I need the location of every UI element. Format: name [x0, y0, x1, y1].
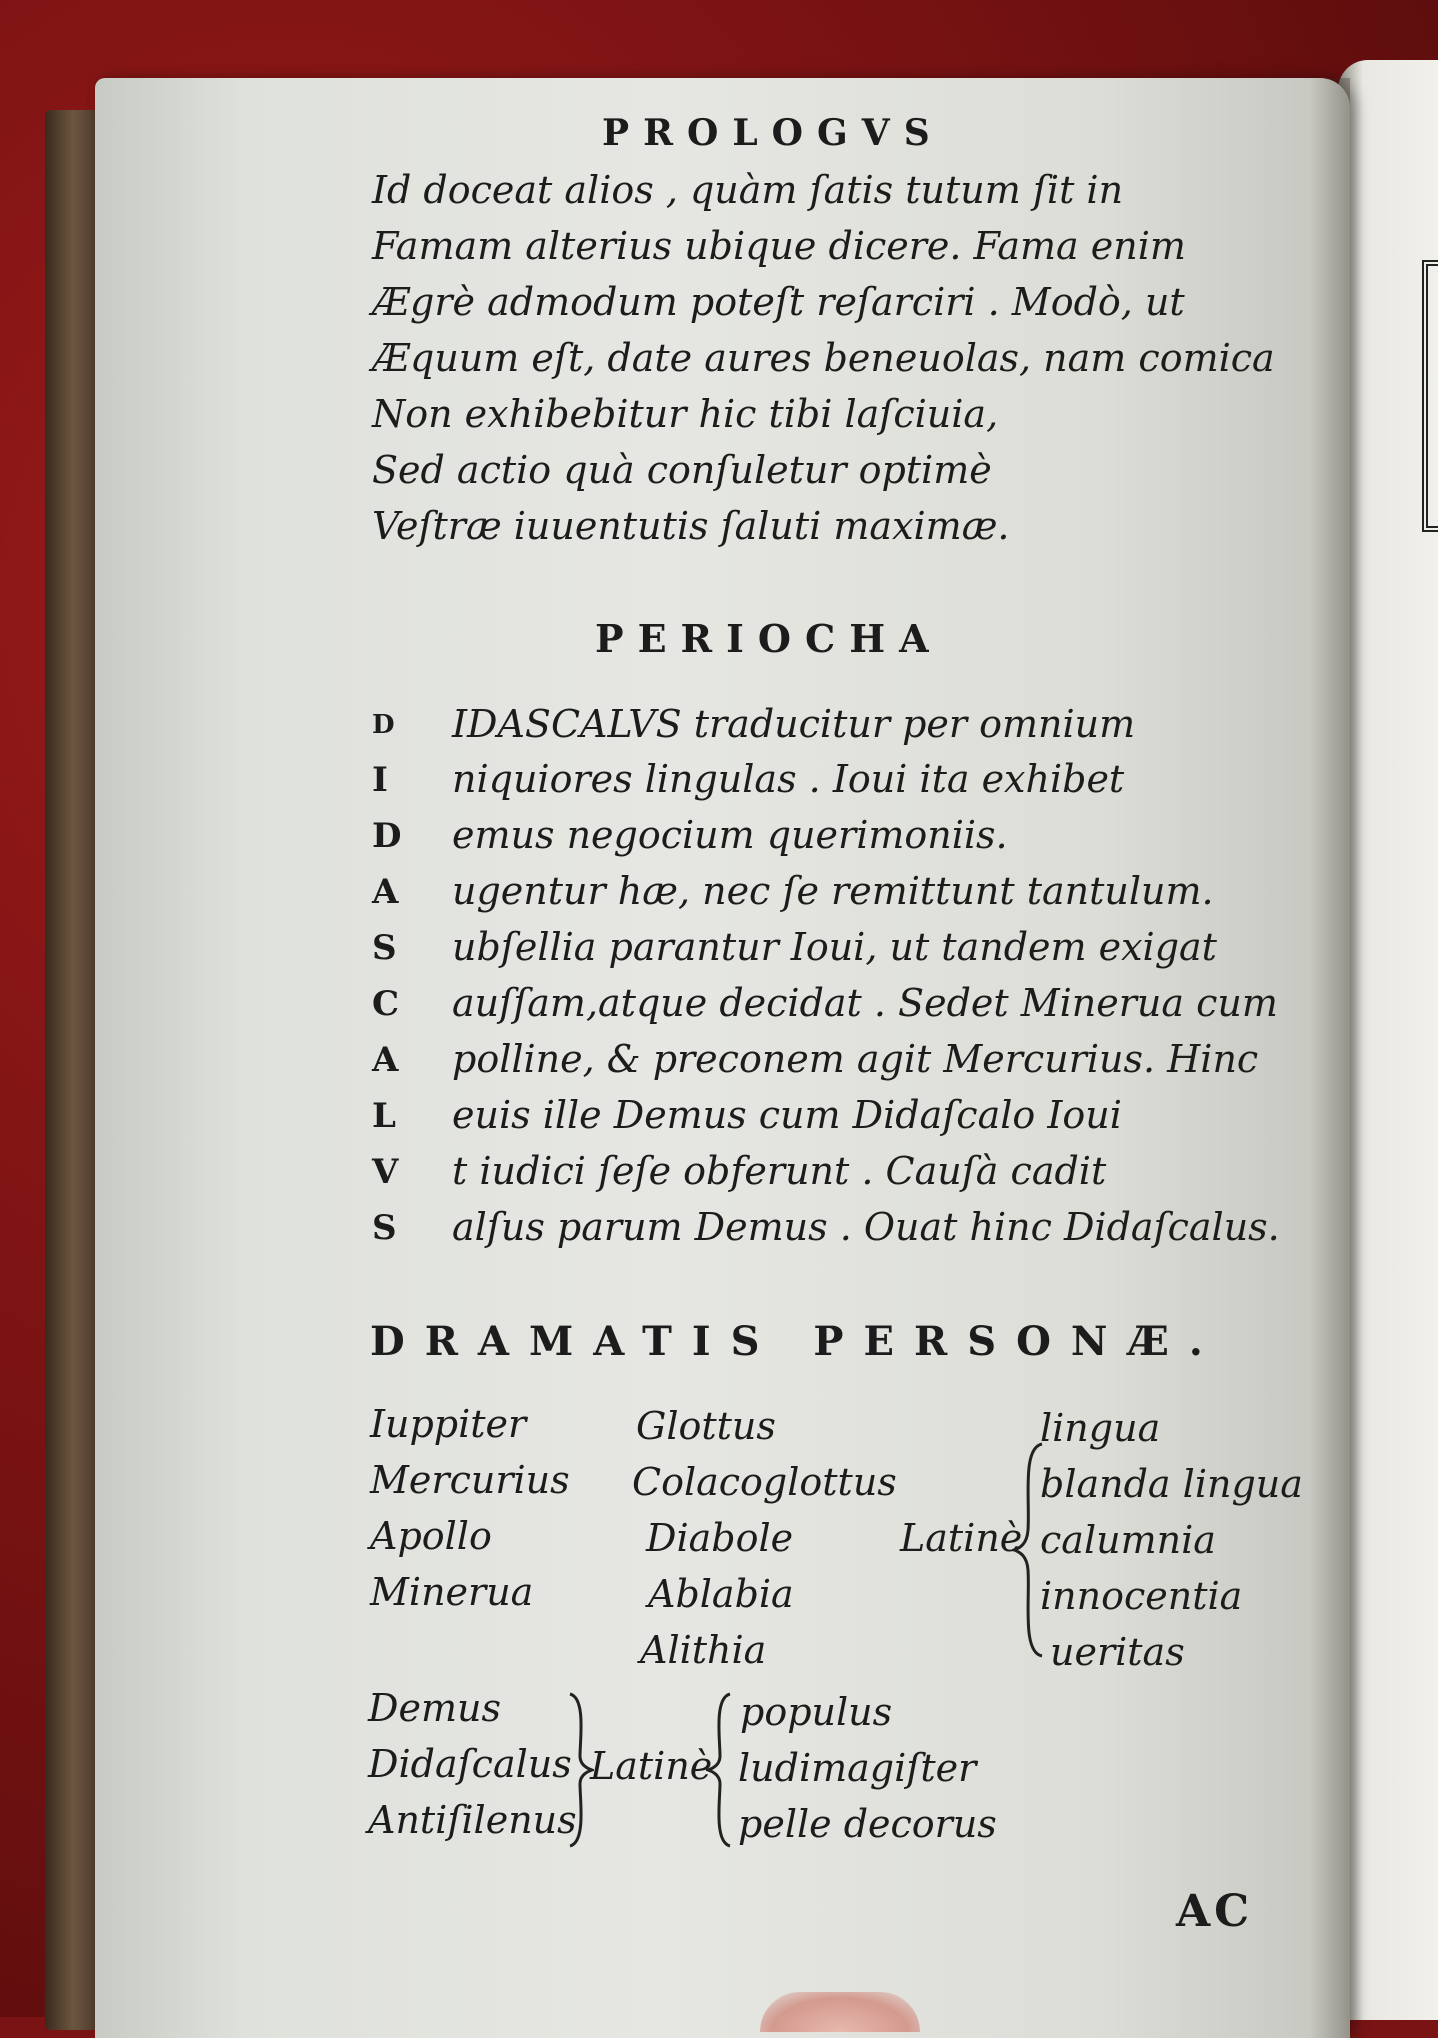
dramatis-personae-heading: DRAMATIS PERSONÆ. — [370, 1318, 1223, 1365]
persona-god: Iuppiter — [370, 1402, 527, 1446]
persona-mortal-meaning: pelle decorus — [738, 1802, 997, 1846]
acrostic-initial: A — [372, 1040, 399, 1080]
periocha-line: ubſellia parantur Ioui, ut tandem exigat — [452, 925, 1217, 969]
persona-allegorical: Alithia — [640, 1628, 767, 1672]
persona-meaning: calumnia — [1040, 1518, 1216, 1562]
persona-meaning: lingua — [1040, 1406, 1161, 1450]
prologue-line: Id doceat alios , quàm ſatis tutum ſit in — [372, 168, 1124, 212]
persona-mortal-meaning: populus — [740, 1690, 893, 1734]
acrostic-initial: S — [372, 928, 397, 968]
persona-mortal-meaning: ludimagiſter — [738, 1746, 977, 1790]
acrostic-initial: I — [372, 760, 388, 800]
persona-god: Apollo — [370, 1514, 492, 1558]
periocha-line: euis ille Demus cum Didaſcalo Ioui — [452, 1093, 1122, 1137]
persona-meaning: innocentia — [1040, 1574, 1243, 1618]
prologue-line: Non exhibebitur hic tibi laſciuia, — [372, 392, 999, 436]
periocha-line: t iudici ſeſe obferunt . Cauſà cadit — [452, 1149, 1107, 1193]
latine-label: Latinè — [900, 1516, 1023, 1560]
acrostic-initial: L — [372, 1096, 396, 1136]
acrostic-initial: D — [372, 710, 395, 740]
periocha-line: IDASCALVS traducitur per omnium — [452, 702, 1136, 746]
prologue-line: Æquum eſt, date aures beneuolas, nam comica — [372, 336, 1275, 380]
persona-allegorical: Glottus — [636, 1404, 776, 1448]
periocha-line: auſſam,atque decidat . Sedet Minerua cum — [452, 981, 1278, 1025]
periocha-line: alſus parum Demus . Ouat hinc Didaſcalus. — [452, 1205, 1280, 1249]
persona-allegorical: Colacoglottus — [632, 1460, 897, 1504]
persona-meaning: blanda lingua — [1040, 1462, 1303, 1506]
periocha-line: emus negocium querimoniis. — [452, 813, 1008, 857]
persona-mortal: Didaſcalus — [368, 1742, 572, 1786]
acrostic-initial: D — [372, 816, 402, 856]
acrostic-initial: V — [372, 1152, 399, 1192]
persona-allegorical: Ablabia — [648, 1572, 794, 1616]
thumb-fingertip — [760, 1992, 920, 2032]
periocha-heading: PERIOCHA — [595, 616, 943, 661]
prologue-line: Veſtræ iuuentutis ſaluti maximæ. — [372, 504, 1010, 548]
acrostic-initial: C — [372, 984, 400, 1024]
prologue-line: Ægrè admodum poteſt reſarciri . Modò, ut — [372, 280, 1185, 324]
periocha-line: polline, & preconem agit Mercurius. Hinc — [452, 1037, 1259, 1081]
acrostic-initial: A — [372, 872, 399, 912]
persona-meaning: ueritas — [1050, 1630, 1185, 1674]
persona-god: Mercurius — [370, 1458, 570, 1502]
persona-mortal: Demus — [368, 1686, 501, 1730]
signature-mark: AC — [1176, 1886, 1254, 1937]
acrostic-initial: S — [372, 1208, 397, 1248]
prologue-line: Famam alterius ubique dicere. Fama enim — [372, 224, 1186, 268]
periocha-line: niquiores lingulas . Ioui ita exhibet — [452, 757, 1125, 801]
curly-brace — [706, 1690, 734, 1850]
persona-god: Minerua — [370, 1570, 534, 1614]
prologue-heading: PROLOGVS — [602, 112, 944, 154]
persona-mortal: Antiſilenus — [368, 1798, 577, 1842]
periocha-line: ugentur hæ, nec ſe remittunt tantulum. — [452, 869, 1214, 913]
latine-label: Latinè — [590, 1744, 713, 1788]
persona-allegorical: Diabole — [646, 1516, 794, 1560]
prologue-line: Sed actio quà conſuletur optimè — [372, 448, 992, 492]
